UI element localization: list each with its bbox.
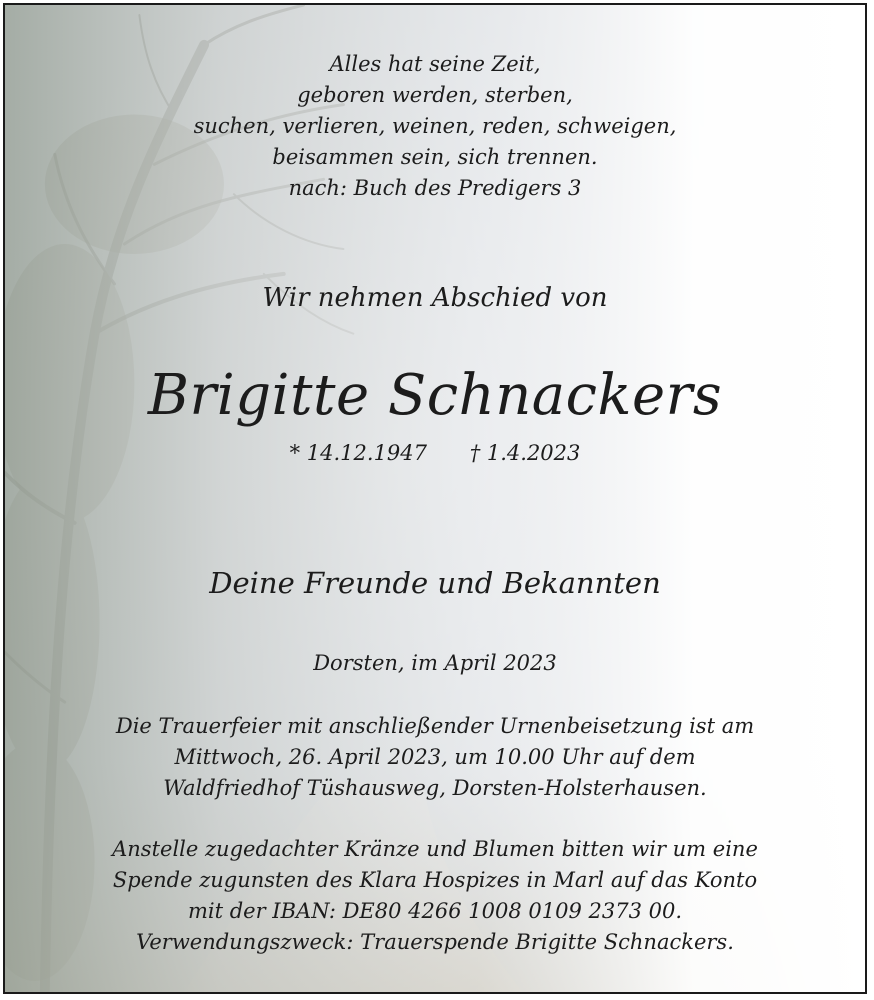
verse-line: geboren werden, sterben, [297, 83, 573, 107]
donation-line: Anstelle zugedachter Kränze und Blumen bitten wir um eine [112, 837, 758, 861]
donation-line: Verwendungszweck: Trauerspende Brigitte Schnackers. [136, 930, 734, 954]
life-dates [5, 441, 865, 465]
funeral-ceremony-info [5, 711, 865, 804]
ceremony-line: Die Trauerfeier mit anschließender Urnenbeisetzung ist am [115, 714, 755, 738]
mourners-signature: Deine Freunde und Bekannten [209, 566, 661, 600]
verse-line: suchen, verlieren, weinen, reden, schweigen, [193, 114, 677, 138]
donation-info [5, 834, 865, 958]
verse-line: Alles hat seine Zeit, [329, 52, 541, 76]
obituary-text [5, 5, 865, 992]
deceased-name: Brigitte Schnackers [147, 363, 723, 428]
verse-line: beisammen sein, sich trennen. [272, 145, 598, 169]
farewell-intro: Wir nehmen Abschied von [262, 283, 608, 313]
verse-source: nach: Buch des Predigers 3 [288, 176, 582, 200]
birth-date: * 14.12.1947 [289, 441, 428, 465]
obituary-notice [3, 3, 867, 994]
ceremony-line: Waldfriedhof Tüshausweg, Dorsten-Holsterhausen. [163, 776, 707, 800]
donation-line: Spende zugunsten des Klara Hospizes in Marl auf das Konto [112, 868, 758, 892]
ceremony-line: Mittwoch, 26. April 2023, um 10.00 Uhr auf dem [174, 745, 696, 769]
bible-verse [5, 49, 865, 204]
place-and-date: Dorsten, im April 2023 [313, 651, 557, 675]
donation-line: mit der IBAN: DE80 4266 1008 0109 2373 00. [187, 899, 683, 923]
death-date: † 1.4.2023 [469, 441, 581, 465]
